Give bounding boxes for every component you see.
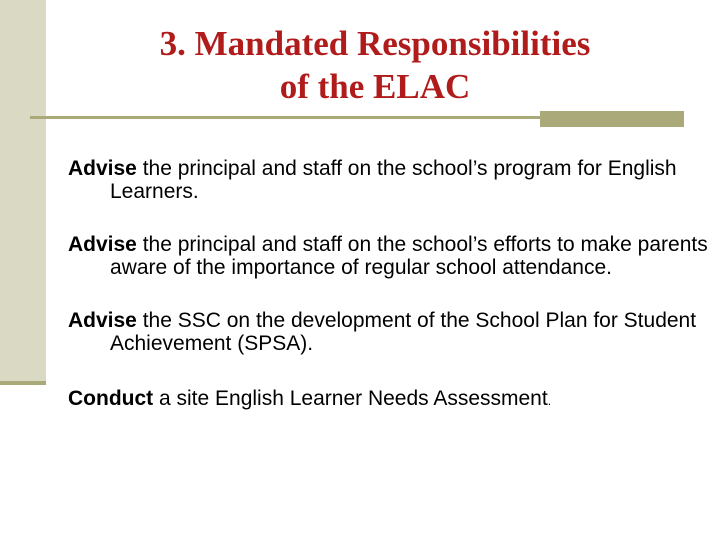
bullet-trailing-period: . [547,394,552,408]
bullet-text: a site English Learner Needs Assessment [153,387,548,410]
list-item [68,157,708,203]
bullet-lead-word: Advise [68,309,137,332]
title-underline-rule [30,116,540,119]
bullet-text: the principal and staff on the school’s program for English Learners. [110,157,677,203]
slide-title-line-1: 3. Mandated Responsibilities [159,24,591,63]
responsibilities-list [68,157,708,413]
bullet-text: the principal and staff on the school’s efforts to make parents aware of the importance of regular school attendance. [110,233,708,279]
list-item [68,309,708,355]
list-item [68,233,708,279]
bullet-lead-word: Advise [68,233,137,256]
list-item [68,387,708,413]
slide-title [60,22,690,108]
bullet-lead-word: Advise [68,157,137,180]
bullet-lead-word: Conduct [68,387,154,410]
title-underline-block [540,111,684,127]
decorative-side-bar [0,0,46,383]
bullet-text: the SSC on the development of the School Plan for Student Achievement (SPSA). [110,309,697,355]
slide-title-line-2: of the ELAC [279,67,471,106]
decorative-side-bar-base [0,381,46,385]
